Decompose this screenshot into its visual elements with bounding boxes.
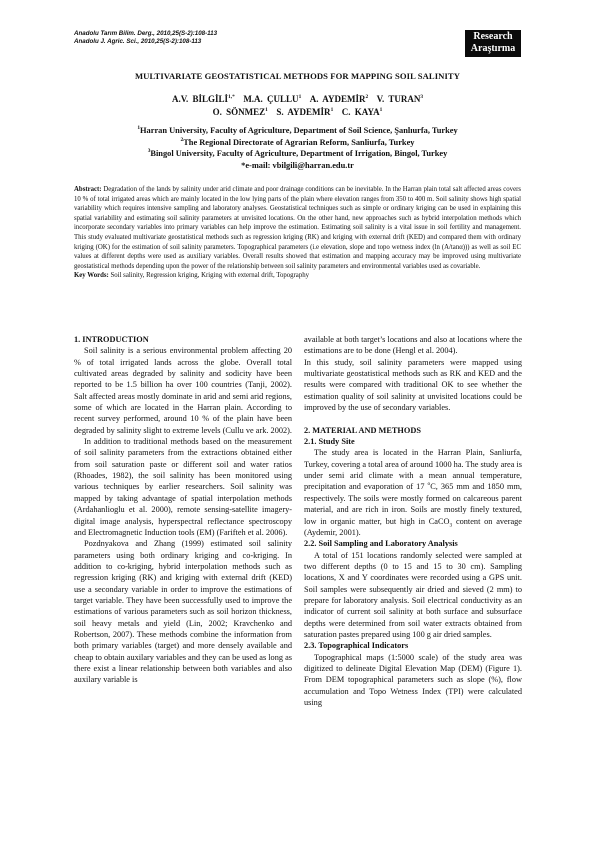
text-run: content on average (Aydemir, 2001). bbox=[304, 516, 522, 537]
spacer bbox=[304, 413, 522, 424]
author-name: M.A. ÇULLU bbox=[243, 94, 299, 104]
affil-text: Bingol University, Faculty of Agriculture, Department of Irrigation, Bingol, Turkey bbox=[150, 149, 448, 159]
keywords-text: Soil salinity, Regression kriging, Kriging with external drift, Topography bbox=[110, 272, 310, 280]
badge-line-1: Research bbox=[473, 31, 513, 42]
abstract bbox=[74, 185, 521, 281]
author-list bbox=[74, 93, 521, 119]
affil-text: The Regional Directorate of Agrarian Reform, Sanliurfa, Turkey bbox=[183, 137, 415, 147]
author-affil-mark: 3 bbox=[420, 94, 424, 100]
author-name: A. AYDEMİR bbox=[309, 94, 366, 104]
paper-title: MULTIVARIATE GEOSTATISTICAL METHODS FOR MAPPING SOIL SALINITY bbox=[134, 71, 461, 81]
author-affil-mark: 1 bbox=[379, 107, 383, 113]
paragraph: In addition to traditional methods based on the measurement of soil salinity parameters from the extractions obtained either from soil saturation paste or different soil and water ratios (Rhoades, 1982), the soil salinity has been monitored using various techniques by earlier researchers. Soil salinity was mapped by taking advantage of spatial interpolation methods (Ardahanlioglu et al. 2000), remote sensing-satellite imagery- digital image analysis, hyperspectral reflectance spectroscopy and Electromagnetic Induction tools (EM) (Farifteh et al. 2006). bbox=[74, 437, 292, 537]
corresponding-email: *e-mail: vbilgili@harran.edu.tr bbox=[241, 160, 354, 170]
journal-ref-en: Anadolu J. Agric. Sci., 2010,25(S-2):108-113 bbox=[74, 38, 202, 46]
author-affil-mark: 1 bbox=[265, 107, 268, 113]
abstract-body bbox=[74, 185, 521, 271]
badge-line-2: Araştırma bbox=[470, 43, 516, 55]
author-name: S. AYDEMİR bbox=[276, 107, 331, 117]
affil-mark: 2 bbox=[180, 136, 184, 143]
subsection-heading: 2.2. Soil Sampling and Laboratory Analysis bbox=[304, 539, 458, 549]
author-name: V. TURAN bbox=[376, 94, 421, 104]
paragraph: available at both target’s locations and also at locations where the estimations are to be done (Hengl et al. 2004). bbox=[304, 335, 522, 356]
affiliation-1 bbox=[74, 125, 521, 137]
subscript: 3 bbox=[449, 522, 453, 529]
affiliation-3 bbox=[74, 148, 521, 160]
paragraph bbox=[304, 447, 522, 538]
text-run: C, 365 mm and 1850 mm, respectively. The soils were mostly formed on calcareous parent material, and are rich in iron. Soils are mostly finely textured, low in organic matter, but high in CaCO bbox=[304, 482, 523, 526]
paragraph: Topographical maps (1:5000 scale) of the study area was digitized to delineate Digital Elevation Map (DEM) (Figure 1). From DEM topographical parameters such as slope (%), flow accumulation and Topo Wetness Index (TPI) were calculated using bbox=[304, 652, 522, 707]
affil-mark: 3 bbox=[147, 148, 151, 155]
paragraph: A total of 151 locations randomly selected were sampled at two different depths (0 to 15 and 15 to 30 cm). Sampling locations, X and Y coordinates were recorded using a GPS unit. Soil samples were subsequently air dried and sieved (2 mm) to prepare for laboratory analysis. Soil electrical conductivity as an indicator of current soil salinity at both surface and subsurface depths were determined from soil water extracts obtained from saturation pastes prepared using 100 g air dried samples. bbox=[304, 550, 522, 639]
author-name: A.V. BİLGİLİ bbox=[171, 94, 229, 104]
paragraph: In this study, soil salinity parameters were mapped using multivariate geostatistical methods such as RK and KED and the results were compared with traditional OK to see whether the estimation quality of soil salinity at unvisited locations could be improved by the use of secondary variables. bbox=[304, 357, 522, 413]
article-type-badge bbox=[465, 30, 521, 57]
author-affil-mark: 1,* bbox=[228, 94, 235, 100]
paragraph: Pozdnyakova and Zhang (1999) estimated soil salinity parameters using both ordinary kriging and co-kriging. In addition to co-kriging, hybrid interpolation methods such as regression kriging (RK) and kriging with external drift (KED) use a secondary variable in order to improve the estimations of target variable. They have been successfully used to improve the estimations of various parameters such as soil horizon thickness, soil heavy metals and yield (Lin, 2002; Kravchenko and Robertson, 2007). These methods combine the information from both primary variables (target) and more densely available and cheap to obtain auxilary variables and they can be used as long as there exist a linear relationship between both variables and also auxilary variable is bbox=[74, 539, 292, 685]
affiliation-2 bbox=[74, 137, 521, 149]
subsection-heading: 2.3. Topographical Indicators bbox=[304, 641, 409, 651]
abstract-text: Degradation of the lands by salinity under arid climate and poor drainage conditions can be inevitable. In the Harran plain total salt affected areas covers 10 % of total irrigated areas which are mainly located in the low lying parts of the plain where elevation ranges from 350 to 400 m. Soil salinity shows high spatial variability which requires intensive sampling and laboratory analyses. Geostatistical techniques such as simple or ordinary kriging can be used in explaining this spatial variability and estimating soil salinity parameters at unvisited locations. On the other hand, new approaches such as hybrid interpolation methods which incorporate secondary variables into primary variables can help improve the estimation. Estimating soil salinity is a vital issue in soil fertility and management. This study evaluated multivariate geostatistical methods such as regression kriging (RK) and kriging with external drift (KED) and compared them with ordinary kriging (OK) for the estimation of soil salinity parameters. Topographical parameters (i.e elevation, slope and topo wetness index (ln (A/tanα))) as well as soil EC values at different depths were used as auxiliary variables. Overall results showed that estimation and mapping accuracy may be improved using multivariate geostatistical methods depending upon the power of the relationship between soil salinity parameters and environmental variables used as covariable. bbox=[74, 186, 522, 270]
affil-mark: 1 bbox=[137, 125, 141, 132]
keywords-label: Key Words: bbox=[74, 272, 109, 280]
column-right bbox=[304, 334, 522, 708]
section-heading: 2. MATERIAL AND METHODS bbox=[304, 425, 421, 435]
text-run: The study area is located in the Harran Plain, Sanliurfa, Turkey, covering a total area of around 1000 ha. The study area is under semi arid climate with a mean annual temperature, precipitation and evaporation of 17 bbox=[304, 448, 522, 492]
journal-ref-tr: Anadolu Tarım Bilim. Derg., 2010,25(S-2):108-113 bbox=[74, 30, 218, 37]
paragraph: Soil salinity is a serious environmental problem affecting 20 % of total irrigated lands across the globe. Overall total cultivated areas degraded by salinity and sodicity have been reported to be 1.5 billion ha over 100 countries (Tanji, 2002). Salt affected areas mostly dominate in arid and semi arid regions, some of which are located in the Harran plain. According to recent survey performed, around 10 % of the plain have been degraded by salinity slight to extreme levels (Cullu ve ark. 2002). bbox=[74, 346, 292, 435]
author-affil-mark: 1 bbox=[330, 107, 334, 113]
journal-reference bbox=[74, 30, 217, 47]
author-line-1 bbox=[74, 93, 521, 106]
author-affil-mark: 2 bbox=[365, 94, 369, 100]
degree-mark: o bbox=[427, 481, 431, 488]
author-name: O. SÖNMEZ bbox=[212, 107, 266, 117]
column-left bbox=[74, 334, 292, 686]
keywords bbox=[74, 271, 521, 281]
affiliation-list bbox=[74, 125, 521, 171]
abstract-label: Abstract: bbox=[74, 186, 102, 193]
author-affil-mark: 1 bbox=[298, 94, 302, 100]
subsection-heading: 2.1. Study Site bbox=[304, 437, 355, 447]
author-line-2 bbox=[74, 106, 521, 119]
affil-text: Harran University, Faculty of Agriculture, Department of Soil Science, Şanlıurfa, Turkey bbox=[140, 126, 458, 135]
section-heading: 1. INTRODUCTION bbox=[74, 335, 149, 344]
author-name: C. KAYA bbox=[341, 107, 380, 117]
